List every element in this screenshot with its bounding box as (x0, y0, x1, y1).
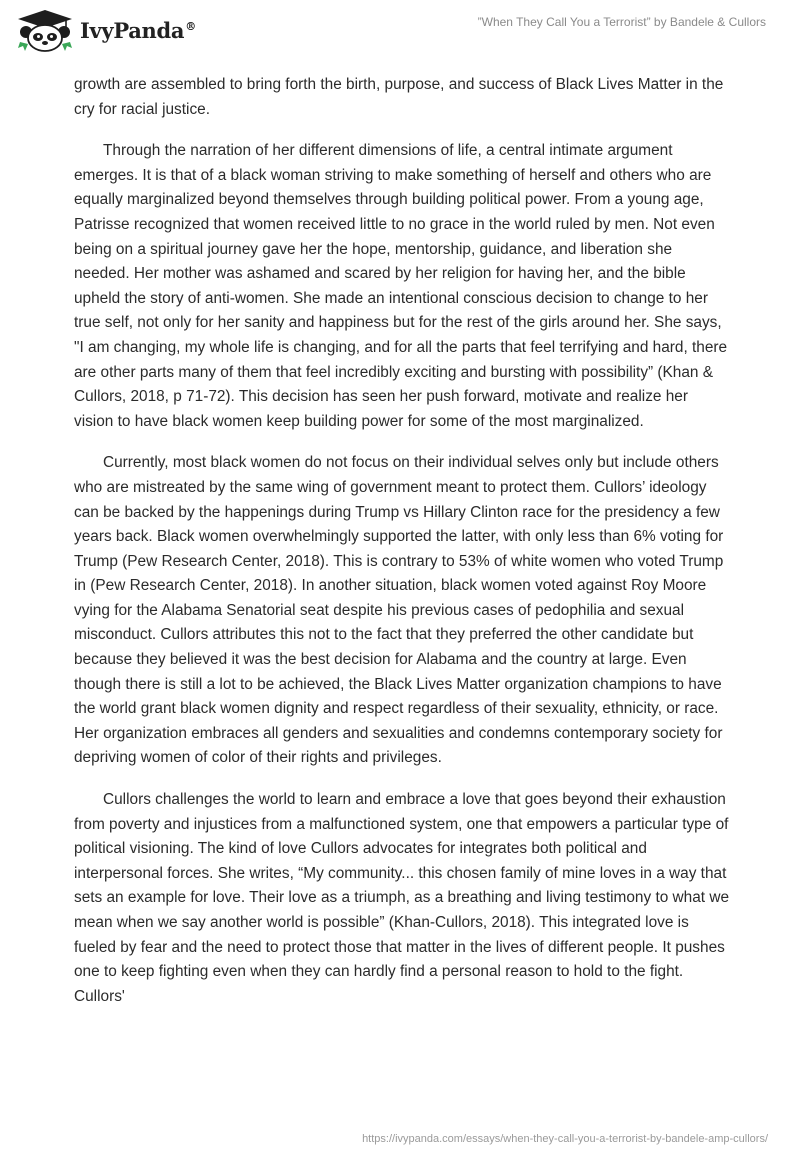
paragraph: Through the narration of her different dimensions of life, a central intimate argument emerges. It is that of a black woman striving to make something of herself and others who are equally marginalized beyond themselves through building political power. From a young age, Patrisse recognized that women received little to no grace in the world ruled by men. Not even being on a spiritual journey gave her the hope, mentorship, guidance, and liberation she needed. Her mother was ashamed and scared by her religion for having her, and the bible upheld the story of anti-women. She made an intentional conscious decision to change to her true self, not only for her sanity and happiness but for the rest of the girls around her. She says, "I am changing, my whole life is changing, and for all the parts that feel terrifying and hard, there are other parts many of them that feel incredibly exciting and bursting with possibility” (Khan & Cullors, 2018, p 71-72). This decision has seen her push forward, motivate and realize her vision to have black women keep building power for some of the most marginalized. (74, 142, 728, 430)
page-header (0, 0, 800, 60)
panda-graduate-icon (14, 8, 74, 52)
paragraph: Cullors challenges the world to learn and embrace a love that goes beyond their exhaustion from poverty and injustices from a malfunctioned system, one that empowers a particular type of political visioning. The kind of love Cullors advocates for integrates both political and interpersonal forces. She writes, “My community... this chosen family of mine loves in a way that sets an example for love. Their love as a triumph, as a breathing and living testimony to what we mean when we say another world is possible” (Khan-Cullors, 2018). This integrated love is fueled by fear and the need to protect those that matter in the lives of different people. It pushes one to keep fighting even when they can hardly find a personal reason to hold to the fight. Cullors' (74, 791, 730, 1005)
source-url[interactable]: https://ivypanda.com/essays/when-they-call-you-a-terrorist-by-bandele-amp-cullors/ (362, 1133, 768, 1145)
paragraph-continuation: growth are assembled to bring forth the birth, purpose, and success of Black Lives Matter in the cry for racial justice. (74, 76, 724, 118)
brand-name: IvyPanda® (80, 17, 196, 43)
essay-body (74, 73, 729, 1026)
site-logo[interactable] (14, 8, 196, 52)
document-title: ”When They Call You a Terrorist” by Bandele & Cullors (477, 15, 766, 29)
paragraph: Currently, most black women do not focus on their individual selves only but include others who are mistreated by the same wing of government meant to protect them. Cullors’ ideology can be backed by the happenings during Trump vs Hillary Clinton race for the presidency a few years back. Black women overwhelmingly supported the latter, with only less than 6% voting for Trump (Pew Research Center, 2018). This is contrary to 53% of white women who voted Trump in (Pew Research Center, 2018). In another situation, black women voted against Roy Moore vying for the Alabama Senatorial seat despite his previous cases of pedophilia and sexual misconduct. Cullors attributes this not to the fact that they preferred the other candidate but because they believed it was the best decision for Alabama and the country at large. Even though there is still a lot to be achieved, the Black Lives Matter organization champions to have the world grant black women dignity and respect regardless of their sexuality, ethnicity, or race. Her organization embraces all genders and sexualities and condemns contemporary society for depriving women of color of their rights and privileges. (74, 454, 724, 767)
